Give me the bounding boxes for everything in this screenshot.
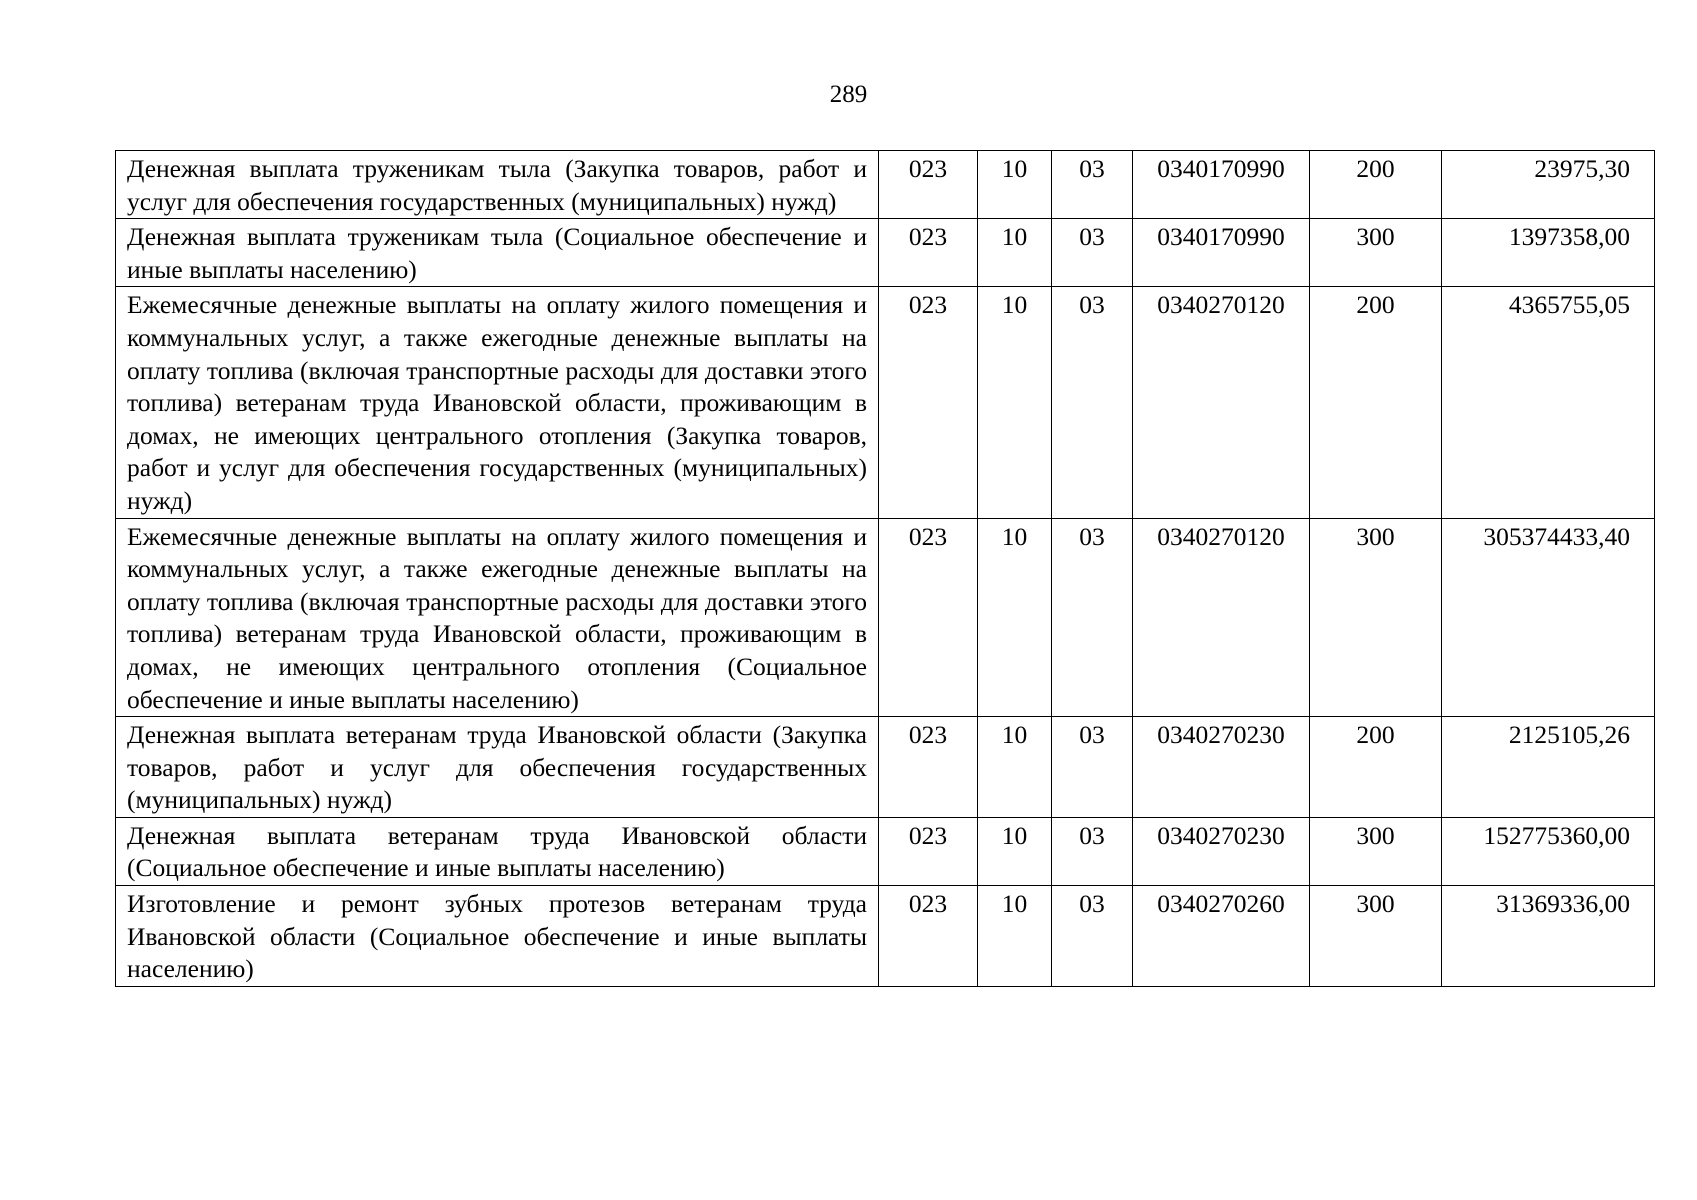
table-row (116, 151, 1655, 219)
expense-description: Денежная выплата ветеранам труда Ивановской области (Закупка товаров, работ и услуг для обеспечения государственных (муниципальных) нужд) (116, 717, 879, 818)
section-code: 10 (978, 886, 1052, 987)
table-row (116, 886, 1655, 987)
amount-value: 4365755,05 (1442, 287, 1655, 518)
target-article-code: 0340270120 (1133, 518, 1310, 717)
amount-value: 305374433,40 (1442, 518, 1655, 717)
table-row (116, 287, 1655, 518)
section-code: 10 (978, 717, 1052, 818)
section-code: 10 (978, 817, 1052, 885)
expense-type-code: 300 (1310, 219, 1442, 287)
expense-type-code: 300 (1310, 817, 1442, 885)
table-row (116, 717, 1655, 818)
subsection-code: 03 (1052, 151, 1133, 219)
expense-type-code: 300 (1310, 886, 1442, 987)
budget-table (115, 150, 1655, 987)
expense-type-code: 300 (1310, 518, 1442, 717)
target-article-code: 0340270120 (1133, 287, 1310, 518)
ministry-code: 023 (879, 817, 978, 885)
amount-value: 31369336,00 (1442, 886, 1655, 987)
target-article-code: 0340270230 (1133, 717, 1310, 818)
subsection-code: 03 (1052, 717, 1133, 818)
subsection-code: 03 (1052, 287, 1133, 518)
subsection-code: 03 (1052, 886, 1133, 987)
ministry-code: 023 (879, 886, 978, 987)
ministry-code: 023 (879, 287, 978, 518)
expense-description: Денежная выплата труженикам тыла (Социальное обеспечение и иные выплаты населению) (116, 219, 879, 287)
table-row (116, 219, 1655, 287)
ministry-code: 023 (879, 151, 978, 219)
amount-value: 152775360,00 (1442, 817, 1655, 885)
expense-type-code: 200 (1310, 287, 1442, 518)
amount-value: 1397358,00 (1442, 219, 1655, 287)
target-article-code: 0340270230 (1133, 817, 1310, 885)
target-article-code: 0340270260 (1133, 886, 1310, 987)
expense-description: Денежная выплата ветеранам труда Ивановской области (Социальное обеспечение и иные выплаты населению) (116, 817, 879, 885)
expense-description: Ежемесячные денежные выплаты на оплату жилого помещения и коммунальных услуг, а также ежегодные денежные выплаты на оплату топлива (включая транспортные расходы для доставки этого топлива) ветеранам труда Ивановской области, проживающим в домах, не имеющих центрального отопления (Закупка товаров, работ и услуг для обеспечения государственных (муниципальных) нужд) (116, 287, 879, 518)
expense-description: Изготовление и ремонт зубных протезов ветеранам труда Ивановской области (Социальное обеспечение и иные выплаты населению) (116, 886, 879, 987)
expense-description: Денежная выплата труженикам тыла (Закупка товаров, работ и услуг для обеспечения государственных (муниципальных) нужд) (116, 151, 879, 219)
section-code: 10 (978, 518, 1052, 717)
amount-value: 23975,30 (1442, 151, 1655, 219)
subsection-code: 03 (1052, 817, 1133, 885)
table-row (116, 518, 1655, 717)
amount-value: 2125105,26 (1442, 717, 1655, 818)
section-code: 10 (978, 287, 1052, 518)
ministry-code: 023 (879, 717, 978, 818)
subsection-code: 03 (1052, 219, 1133, 287)
section-code: 10 (978, 219, 1052, 287)
page-number: 289 (829, 81, 868, 108)
expense-type-code: 200 (1310, 151, 1442, 219)
ministry-code: 023 (879, 518, 978, 717)
table-row (116, 817, 1655, 885)
expense-description: Ежемесячные денежные выплаты на оплату жилого помещения и коммунальных услуг, а также ежегодные денежные выплаты на оплату топлива (включая транспортные расходы для доставки этого топлива) ветеранам труда Ивановской области, проживающим в домах, не имеющих центрального отопления (Социальное обеспечение и иные выплаты населению) (116, 518, 879, 717)
ministry-code: 023 (879, 219, 978, 287)
subsection-code: 03 (1052, 518, 1133, 717)
section-code: 10 (978, 151, 1052, 219)
target-article-code: 0340170990 (1133, 151, 1310, 219)
expense-type-code: 200 (1310, 717, 1442, 818)
target-article-code: 0340170990 (1133, 219, 1310, 287)
